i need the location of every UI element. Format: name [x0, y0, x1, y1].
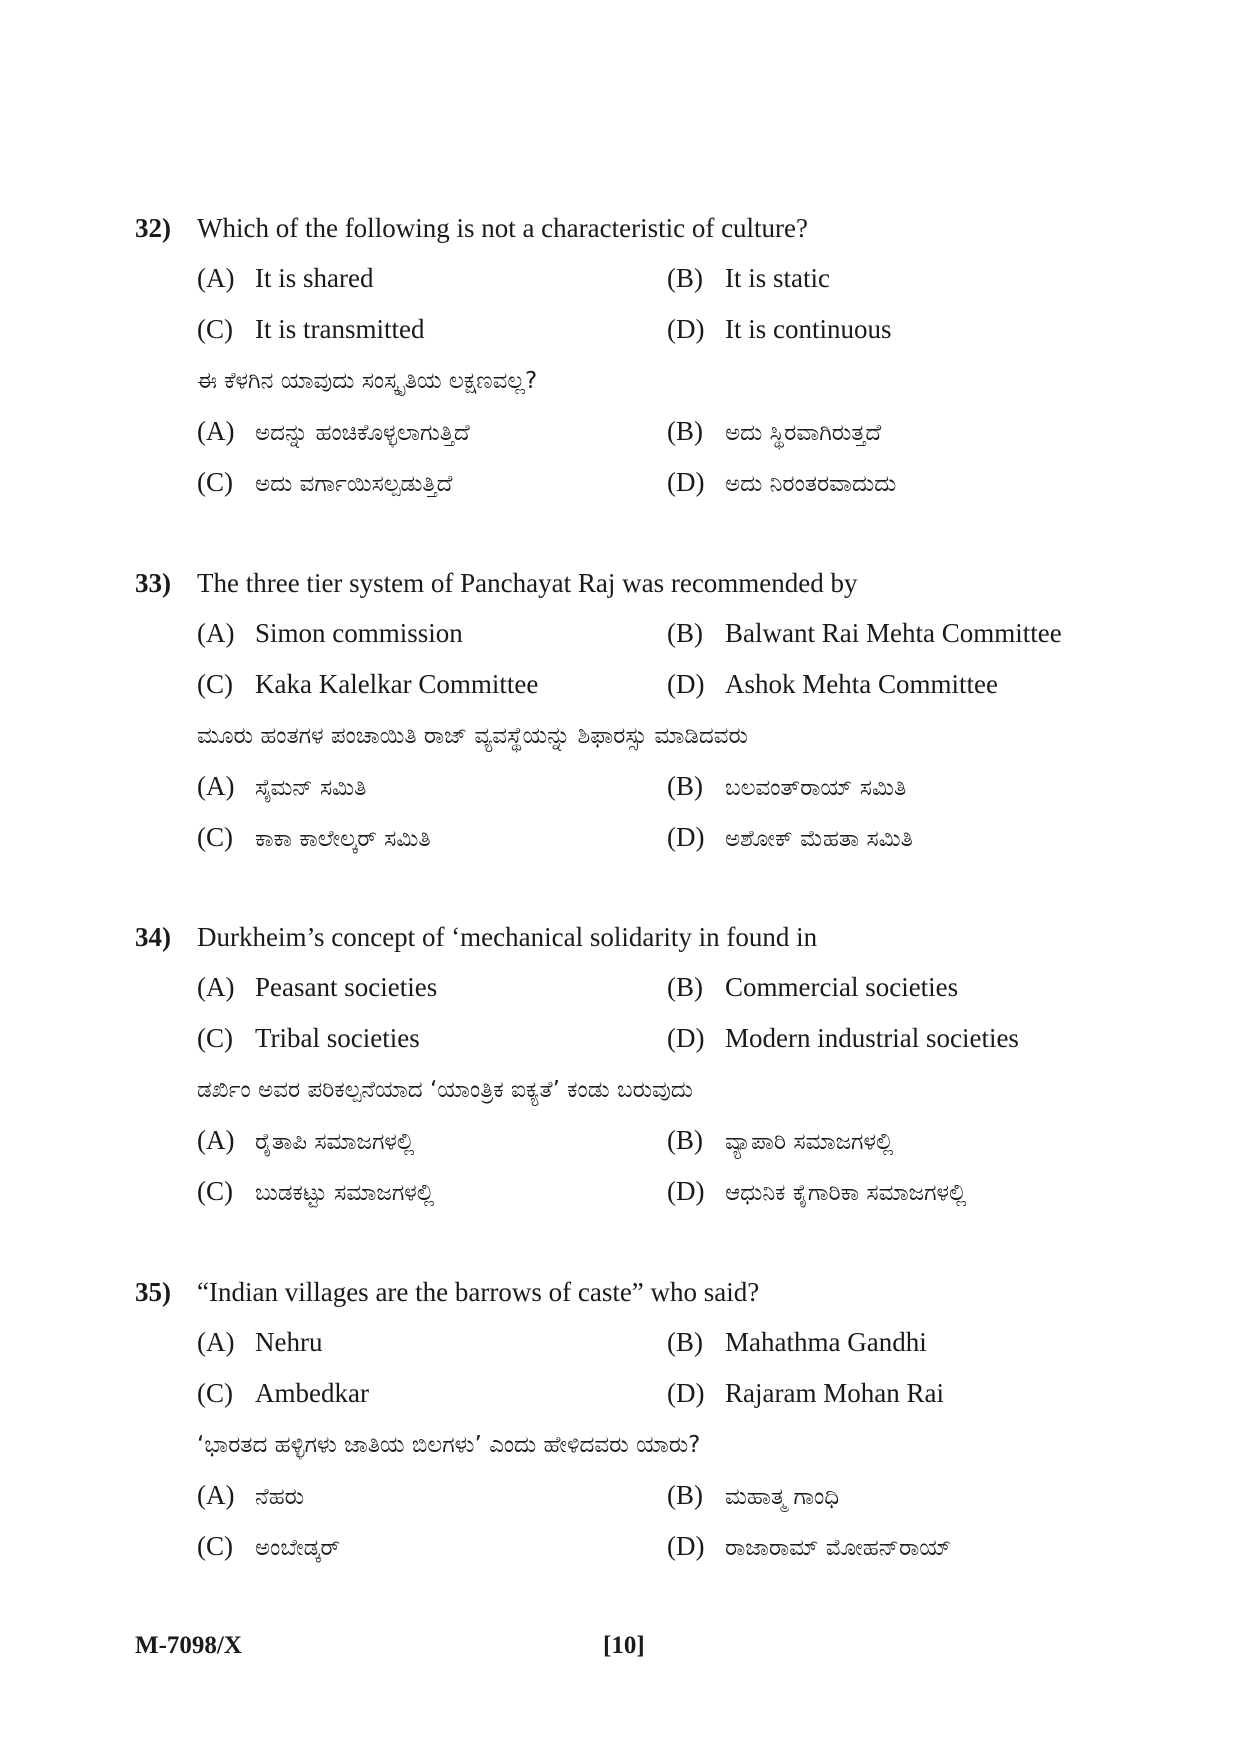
question-line [135, 568, 858, 599]
option-d [667, 314, 892, 345]
option-letter: (A) [197, 263, 235, 293]
option-letter: (C) [197, 1023, 233, 1053]
option-c [197, 1023, 420, 1054]
option-letter: (A) [197, 1480, 235, 1510]
option-text: ಸೈಮನ್ ಸಮಿತಿ [255, 775, 367, 801]
option-text: ಬಲವಂತ್‌ರಾಯ್ ಸಮಿತಿ [725, 775, 907, 801]
kannada-option-c [197, 1531, 340, 1562]
option-b [667, 263, 830, 294]
kannada-option-a [197, 1125, 414, 1156]
option-text: It is static [725, 263, 830, 293]
kannada-question-text: ‘ಭಾರತದ ಹಳ್ಳಿಗಳು ಜಾತಿಯ ಬಿಲಗಳು’ ಎಂದು ಹೇಳಿದವರು ಯಾರು? [197, 1432, 701, 1458]
option-text: Ambedkar [255, 1378, 369, 1408]
option-d [667, 1378, 944, 1409]
option-a [197, 618, 463, 649]
kannada-question-text: ಮೂರು ಹಂತಗಳ ಪಂಚಾಯಿತಿ ರಾಜ್ ವ್ಯವಸ್ಥೆಯನ್ನು ಶಿಫಾರಸ್ಸು ಮಾಡಿದವರು [197, 723, 748, 749]
option-letter: (D) [667, 1023, 705, 1053]
option-text: It is continuous [725, 314, 892, 344]
kannada-option-b [667, 771, 906, 802]
question-text: The three tier system of Panchayat Raj was recommended by [197, 568, 858, 598]
question-line [135, 922, 817, 953]
option-letter: (A) [197, 771, 235, 801]
option-letter: (B) [667, 1480, 703, 1510]
option-text: Kaka Kalelkar Committee [255, 669, 539, 699]
kannada-option-c [197, 1176, 434, 1207]
kannada-option-a [197, 416, 470, 447]
option-letter: (C) [197, 822, 233, 852]
kannada-option-b [667, 416, 881, 447]
option-letter: (D) [667, 1176, 705, 1206]
option-letter: (C) [197, 669, 233, 699]
option-text: ನೆಹರು [255, 1484, 305, 1510]
question-text: Which of the following is not a characteristic of culture? [197, 213, 809, 243]
option-letter: (A) [197, 1327, 235, 1357]
option-letter: (B) [667, 972, 703, 1002]
kannada-option-d [667, 1531, 951, 1562]
option-text: It is transmitted [255, 314, 425, 344]
option-letter: (D) [667, 822, 705, 852]
kannada-option-c [197, 822, 431, 853]
option-text: Commercial societies [725, 972, 959, 1002]
option-text: Ashok Mehta Committee [725, 669, 998, 699]
option-text: Peasant societies [255, 972, 438, 1002]
kannada-option-c [197, 467, 452, 498]
option-a [197, 972, 437, 1003]
option-letter: (B) [667, 771, 703, 801]
kannada-option-b [667, 1125, 893, 1156]
option-letter: (B) [667, 416, 703, 446]
option-letter: (B) [667, 618, 703, 648]
option-letter: (D) [667, 314, 705, 344]
option-letter: (D) [667, 1531, 705, 1561]
option-letter: (A) [197, 1125, 235, 1155]
option-letter: (C) [197, 314, 233, 344]
option-letter: (D) [667, 669, 705, 699]
question-number: 35) [135, 1277, 171, 1307]
question-line [135, 213, 808, 244]
option-text: ರಾಜಾರಾಮ್ ಮೋಹನ್‌ರಾಯ್ [725, 1535, 952, 1561]
kannada-option-d [667, 822, 913, 853]
option-b [667, 618, 1062, 649]
option-letter: (B) [667, 1125, 703, 1155]
option-letter: (A) [197, 972, 235, 1002]
option-text: ಬುಡಕಟ್ಟು ಸಮಾಜಗಳಲ್ಲಿ [255, 1180, 435, 1206]
option-d [667, 1023, 1019, 1054]
kannada-option-d [667, 1176, 966, 1207]
option-b [667, 972, 958, 1003]
option-letter: (A) [197, 618, 235, 648]
kannada-question-text: ಡರ್ಖಿಂ ಅವರ ಪರಿಕಲ್ಪನೆಯಾದ ‘ಯಾಂತ್ರಿಕ ಐಕ್ಯತೆ’ ಕಂಡು ಬರುವುದು [197, 1077, 693, 1103]
kannada-option-a [197, 771, 366, 802]
option-letter: (B) [667, 1327, 703, 1357]
option-c [197, 1378, 369, 1409]
option-letter: (D) [667, 467, 705, 497]
option-b [667, 1327, 927, 1358]
option-text: Tribal societies [255, 1023, 420, 1053]
question-line [135, 1277, 759, 1308]
option-text: ಅದು ನಿರಂತರವಾದುದು [725, 471, 897, 497]
option-text: ಅದು ವರ್ಗಾಯಿಸಲ್ಪಡುತ್ತಿದೆ [255, 471, 453, 497]
option-text: Modern industrial societies [725, 1023, 1019, 1053]
option-a [197, 263, 373, 294]
option-text: ರೈತಾಪಿ ಸಮಾಜಗಳಲ್ಲಿ [255, 1129, 415, 1155]
option-text: Nehru [255, 1327, 323, 1357]
option-text: ವ್ಯಾಪಾರಿ ಸಮಾಜಗಳಲ್ಲಿ [725, 1129, 894, 1155]
question-number: 33) [135, 568, 171, 598]
question-text: “Indian villages are the barrows of caste” who said? [197, 1277, 760, 1307]
option-letter: (A) [197, 416, 235, 446]
page-number: [10] [603, 1632, 645, 1659]
option-text: ಕಾಕಾ ಕಾಲೇಲ್ಕರ್ ಸಮಿತಿ [255, 826, 431, 852]
option-letter: (B) [667, 263, 703, 293]
option-c [197, 669, 538, 700]
option-text: It is shared [255, 263, 374, 293]
option-d [667, 669, 998, 700]
option-text: Balwant Rai Mehta Committee [725, 618, 1062, 648]
option-text: Rajaram Mohan Rai [725, 1378, 944, 1408]
option-text: ಮಹಾತ್ಮ ಗಾಂಧಿ [725, 1484, 840, 1510]
kannada-option-b [667, 1480, 839, 1511]
option-letter: (C) [197, 467, 233, 497]
option-letter: (C) [197, 1378, 233, 1408]
option-text: ಅದು ಸ್ಥಿರವಾಗಿರುತ್ತದೆ [725, 420, 882, 446]
kannada-question-text: ಈ ಕೆಳಗಿನ ಯಾವುದು ಸಂಸ್ಕೃತಿಯ ಲಕ್ಷಣವಲ್ಲ? [197, 368, 538, 394]
kannada-option-a [197, 1480, 304, 1511]
question-number: 34) [135, 922, 171, 952]
option-text: ಅಂಬೇಡ್ಕರ್ [255, 1535, 341, 1561]
kannada-option-d [667, 467, 896, 498]
option-text: ಅಶೋಕ್ ಮೆಹತಾ ಸಮಿತಿ [725, 826, 913, 852]
option-c [197, 314, 424, 345]
option-letter: (C) [197, 1531, 233, 1561]
question-number: 32) [135, 213, 171, 243]
option-text: ಆಧುನಿಕ ಕೈಗಾರಿಕಾ ಸಮಾಜಗಳಲ್ಲಿ [725, 1180, 967, 1206]
question-text: Durkheim’s concept of ‘mechanical solidarity in found in [197, 922, 818, 952]
option-text: ಅದನ್ನು ಹಂಚಿಕೊಳ್ಳಲಾಗುತ್ತಿದೆ [255, 420, 470, 446]
paper-code: M-7098/X [135, 1632, 242, 1659]
option-text: Mahathma Gandhi [725, 1327, 927, 1357]
option-a [197, 1327, 322, 1358]
option-letter: (D) [667, 1378, 705, 1408]
option-text: Simon commission [255, 618, 463, 648]
option-letter: (C) [197, 1176, 233, 1206]
